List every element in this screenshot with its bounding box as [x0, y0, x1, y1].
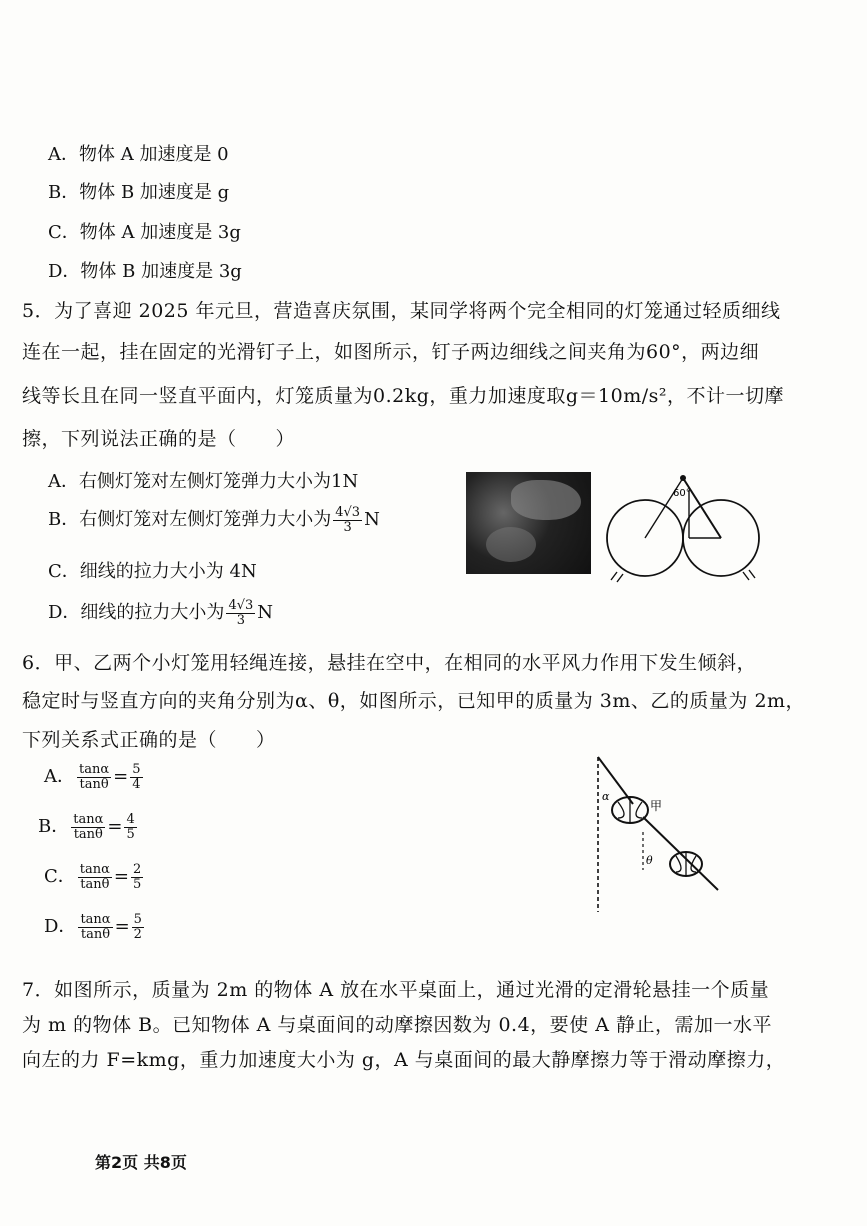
rhs-fraction [132, 913, 144, 941]
lhs-fraction [78, 913, 112, 941]
q6-option-c [44, 862, 145, 891]
option-label: D． [44, 916, 77, 937]
q5-option-d-fraction [226, 599, 255, 627]
lantern-diagram [605, 468, 765, 588]
q5-option-d-text: D．细线的拉力大小为 [48, 602, 225, 623]
fraction-denominator: tanθ [79, 776, 109, 792]
q6-stem-line-3: 下列关系式正确的是（ ） [22, 729, 276, 751]
q6-option-d [44, 912, 146, 941]
option-label: C． [44, 866, 76, 887]
q5-option-d-unit: N [257, 602, 274, 623]
q7-stem-line-1: 7．如图所示，质量为 2m 的物体 A 放在水平桌面上，通过光滑的定滑轮悬挂一个质量 [22, 979, 770, 1001]
lhs-fraction [71, 813, 105, 841]
lantern-photo [466, 472, 591, 574]
equals-sign: = [113, 866, 130, 887]
fraction-denominator: 4 [132, 776, 141, 792]
fraction-numerator: tanα [79, 761, 110, 777]
fraction-denominator: tanθ [80, 926, 111, 942]
jia-label: 甲 [650, 799, 663, 813]
page-footer: 第2页 共8页 [95, 1153, 187, 1172]
lantern-jia-ribs [618, 797, 642, 823]
fraction-denominator: 2 [133, 926, 142, 942]
equals-sign: = [114, 916, 130, 937]
fraction-numerator: 5 [133, 911, 142, 927]
fraction-denominator: 5 [126, 826, 135, 842]
q7-stem-line-3: 向左的力 F=kmg，重力加速度大小为 g，A 与桌面间的最大静摩擦力等于滑动摩擦力， [22, 1049, 786, 1071]
q5-option-c: C．细线的拉力大小为 4N [48, 561, 257, 582]
q6-option-b [38, 812, 139, 841]
option-label: A． [44, 766, 75, 787]
q5-option-b [48, 505, 380, 534]
q7-stem-line-2: 为 m 的物体 B。已知物体 A 与桌面间的动摩擦因数为 0.4，要使 A 静止，需加一水平 [22, 1014, 772, 1036]
rhs-fraction [130, 763, 142, 791]
fraction-numerator: 2 [133, 861, 142, 877]
fraction-numerator: 5 [132, 761, 141, 777]
theta-label: θ [646, 854, 653, 867]
lantern-yi-ribs [676, 852, 696, 876]
left-string [645, 478, 683, 538]
fraction-numerator: tanα [79, 861, 110, 877]
fraction-numerator: 4√3 [335, 504, 361, 520]
q5-option-b-unit: N [364, 509, 380, 530]
q5-stem-line-2: 连在一起，挂在固定的光滑钉子上，如图所示，钉子两边细线之间夹角为60°，两边细 [22, 341, 760, 363]
q5-stem-line-1: 5．为了喜迎 2025 年元旦，营造喜庆氛围，某同学将两个完全相同的灯笼通过轻质细线 [22, 300, 781, 322]
fraction-denominator: 5 [133, 876, 142, 892]
alpha-label: α [602, 790, 610, 803]
fraction-numerator: tanα [80, 911, 111, 927]
q6-stem-line-2: 稳定时与竖直方向的夹角分别为α、θ，如图所示，已知甲的质量为 3m、乙的质量为 2m， [22, 690, 806, 712]
q4-option-d: D．物体 B 加速度是 3g [48, 261, 242, 282]
q5-option-b-text: B．右侧灯笼对左侧灯笼弹力大小为 [48, 509, 332, 530]
lhs-fraction [78, 863, 112, 891]
q5-stem-line-4: 擦，下列说法正确的是（ ） [22, 428, 296, 450]
q5-stem-line-3: 线等长且在同一竖直平面内，灯笼质量为0.2kg，重力加速度取g＝10m/s²，不计一切摩 [22, 385, 785, 407]
lantern-tassels [611, 570, 755, 582]
q4-option-a: A．物体 A 加速度是 0 [48, 144, 229, 165]
option-label: B． [38, 816, 70, 837]
hanging-lanterns-diagram [588, 752, 728, 917]
q6-option-a [44, 762, 145, 791]
q5-option-a: A．右侧灯笼对左侧灯笼弹力大小为1N [48, 471, 359, 492]
q6-stem-line-1: 6．甲、乙两个小灯笼用轻绳连接，悬挂在空中，在相同的水平风力作用下发生倾斜， [22, 652, 757, 674]
rhs-fraction [131, 863, 143, 891]
q4-option-c: C．物体 A 加速度是 3g [48, 222, 241, 243]
photo-highlight [511, 480, 581, 520]
photo-highlight [486, 527, 536, 562]
fraction-numerator: 4 [126, 811, 135, 827]
fraction-denominator: 3 [236, 612, 245, 628]
equals-sign: = [107, 816, 123, 837]
fraction-denominator: 3 [343, 519, 352, 535]
lhs-fraction [77, 763, 111, 791]
fraction-denominator: tanθ [73, 826, 103, 842]
fraction-denominator: tanθ [80, 876, 110, 892]
q5-option-d [48, 598, 273, 627]
q4-option-b: B．物体 B 加速度是 g [48, 182, 230, 203]
fraction-numerator: tanα [73, 811, 104, 827]
equals-sign: = [113, 766, 129, 787]
angle-label: 60° [673, 488, 691, 499]
fraction-numerator: 4√3 [228, 597, 254, 613]
q5-option-b-fraction [333, 506, 362, 534]
rhs-fraction [124, 813, 136, 841]
nail-point [680, 475, 686, 481]
